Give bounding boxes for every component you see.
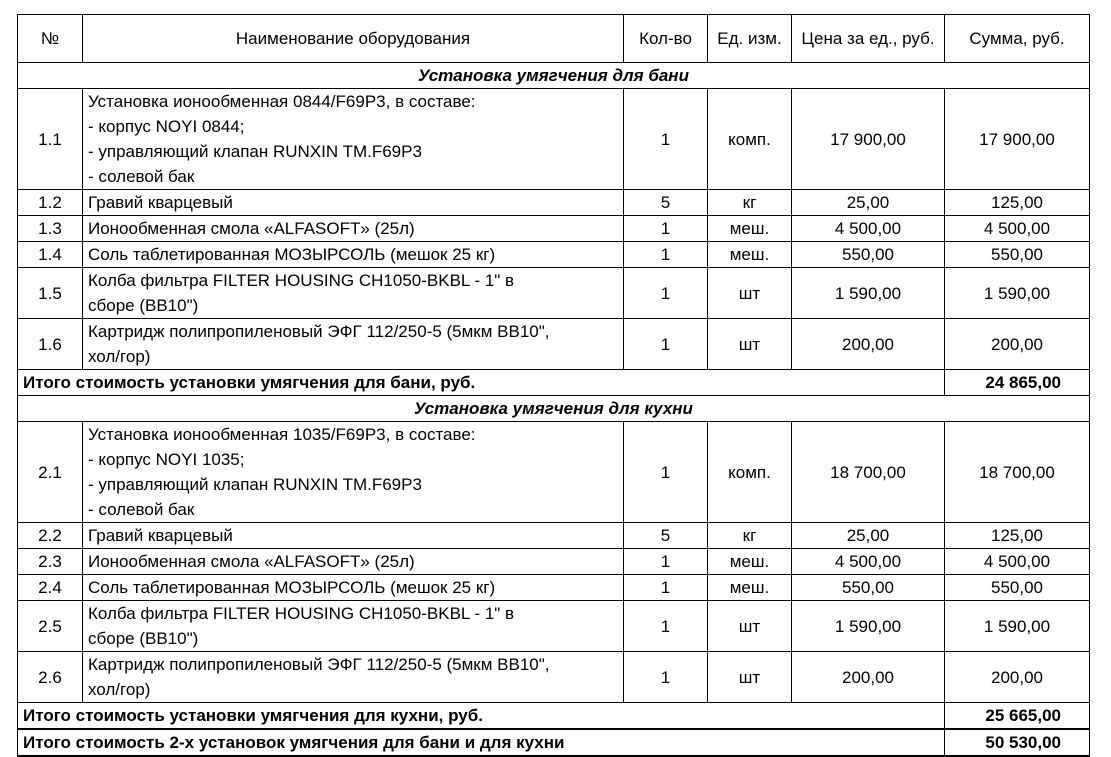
item-unit: меш. bbox=[708, 242, 792, 268]
item-price: 4 500,00 bbox=[792, 549, 945, 575]
item-price: 4 500,00 bbox=[792, 216, 945, 242]
section-title-row bbox=[18, 63, 1090, 89]
grand-total-value: 50 530,00 bbox=[945, 729, 1090, 756]
item-sum: 1 590,00 bbox=[945, 268, 1090, 319]
item-sum: 1 590,00 bbox=[945, 601, 1090, 652]
item-unit: комп. bbox=[708, 89, 792, 190]
header-num: № bbox=[18, 15, 83, 63]
item-sum: 550,00 bbox=[945, 242, 1090, 268]
grand-total-row bbox=[18, 729, 1090, 756]
item-qty: 5 bbox=[624, 190, 708, 216]
item-price: 200,00 bbox=[792, 319, 945, 370]
item-qty: 1 bbox=[624, 319, 708, 370]
item-qty: 1 bbox=[624, 575, 708, 601]
section-total-label: Итого стоимость установки умягчения для кухни, руб. bbox=[18, 703, 945, 730]
section-title: Установка умягчения для бани bbox=[18, 63, 1090, 89]
item-unit: шт bbox=[708, 319, 792, 370]
table-row bbox=[18, 652, 1090, 703]
table-row bbox=[18, 89, 1090, 190]
item-name: Ионообменная смола «ALFASOFT» (25л) bbox=[83, 216, 624, 242]
item-sum: 125,00 bbox=[945, 523, 1090, 549]
item-unit: меш. bbox=[708, 575, 792, 601]
row-number: 1.6 bbox=[18, 319, 83, 370]
section-total-value: 25 665,00 bbox=[945, 703, 1090, 730]
row-number: 1.1 bbox=[18, 89, 83, 190]
item-qty: 1 bbox=[624, 549, 708, 575]
item-sum: 550,00 bbox=[945, 575, 1090, 601]
item-name: Колба фильтра FILTER HOUSING CH1050-BKBL - 1" в сборе (BB10") bbox=[83, 601, 624, 652]
item-qty: 1 bbox=[624, 652, 708, 703]
item-qty: 1 bbox=[624, 89, 708, 190]
header-price: Цена за ед., руб. bbox=[792, 15, 945, 63]
row-number: 1.4 bbox=[18, 242, 83, 268]
equipment-table bbox=[17, 14, 1090, 757]
section-total-row bbox=[18, 703, 1090, 730]
item-unit: кг bbox=[708, 523, 792, 549]
item-name: Соль таблетированная МОЗЫРСОЛЬ (мешок 25 кг) bbox=[83, 242, 624, 268]
item-price: 25,00 bbox=[792, 190, 945, 216]
item-name: Гравий кварцевый bbox=[83, 190, 624, 216]
section-total-row bbox=[18, 370, 1090, 396]
table-row bbox=[18, 242, 1090, 268]
table-row bbox=[18, 216, 1090, 242]
item-unit: шт bbox=[708, 601, 792, 652]
table-row bbox=[18, 601, 1090, 652]
item-qty: 1 bbox=[624, 216, 708, 242]
item-qty: 1 bbox=[624, 242, 708, 268]
header-row bbox=[18, 15, 1090, 63]
item-unit: кг bbox=[708, 190, 792, 216]
item-price: 1 590,00 bbox=[792, 601, 945, 652]
section-total-label: Итого стоимость установки умягчения для бани, руб. bbox=[18, 370, 945, 396]
section-title-row bbox=[18, 396, 1090, 422]
row-number: 1.2 bbox=[18, 190, 83, 216]
item-sum: 4 500,00 bbox=[945, 216, 1090, 242]
row-number: 2.2 bbox=[18, 523, 83, 549]
item-name: Колба фильтра FILTER HOUSING CH1050-BKBL - 1" в сборе (BB10") bbox=[83, 268, 624, 319]
table-row bbox=[18, 523, 1090, 549]
row-number: 1.5 bbox=[18, 268, 83, 319]
item-unit: шт bbox=[708, 268, 792, 319]
item-unit: комп. bbox=[708, 422, 792, 523]
header-unit: Ед. изм. bbox=[708, 15, 792, 63]
item-price: 25,00 bbox=[792, 523, 945, 549]
table-body bbox=[18, 63, 1090, 757]
table-row bbox=[18, 422, 1090, 523]
item-sum: 4 500,00 bbox=[945, 549, 1090, 575]
item-name: Соль таблетированная МОЗЫРСОЛЬ (мешок 25 кг) bbox=[83, 575, 624, 601]
row-number: 2.1 bbox=[18, 422, 83, 523]
item-unit: меш. bbox=[708, 549, 792, 575]
item-price: 550,00 bbox=[792, 242, 945, 268]
item-price: 550,00 bbox=[792, 575, 945, 601]
item-name: Картридж полипропиленовый ЭФГ 112/250-5 (5мкм BB10", хол/гор) bbox=[83, 319, 624, 370]
table-row bbox=[18, 549, 1090, 575]
item-qty: 1 bbox=[624, 601, 708, 652]
table-row bbox=[18, 575, 1090, 601]
header-name: Наименование оборудования bbox=[83, 15, 624, 63]
item-name: Установка ионообменная 0844/F69P3, в составе: - корпус NOYI 0844; - управляющий клапан RUNXIN TM.F69P3 - солевой бак bbox=[83, 89, 624, 190]
section-total-value: 24 865,00 bbox=[945, 370, 1090, 396]
item-sum: 200,00 bbox=[945, 319, 1090, 370]
row-number: 2.5 bbox=[18, 601, 83, 652]
row-number: 2.4 bbox=[18, 575, 83, 601]
row-number: 2.3 bbox=[18, 549, 83, 575]
item-sum: 200,00 bbox=[945, 652, 1090, 703]
grand-total-label: Итого стоимость 2-х установок умягчения для бани и для кухни bbox=[18, 729, 945, 756]
row-number: 1.3 bbox=[18, 216, 83, 242]
item-sum: 125,00 bbox=[945, 190, 1090, 216]
item-price: 200,00 bbox=[792, 652, 945, 703]
item-price: 17 900,00 bbox=[792, 89, 945, 190]
header-sum: Сумма, руб. bbox=[945, 15, 1090, 63]
header-qty: Кол-во bbox=[624, 15, 708, 63]
section-title: Установка умягчения для кухни bbox=[18, 396, 1090, 422]
table-row bbox=[18, 190, 1090, 216]
item-name: Ионообменная смола «ALFASOFT» (25л) bbox=[83, 549, 624, 575]
item-qty: 1 bbox=[624, 422, 708, 523]
table-row bbox=[18, 268, 1090, 319]
item-sum: 17 900,00 bbox=[945, 89, 1090, 190]
item-qty: 1 bbox=[624, 268, 708, 319]
item-sum: 18 700,00 bbox=[945, 422, 1090, 523]
item-name: Картридж полипропиленовый ЭФГ 112/250-5 (5мкм BB10", хол/гор) bbox=[83, 652, 624, 703]
row-number: 2.6 bbox=[18, 652, 83, 703]
item-price: 1 590,00 bbox=[792, 268, 945, 319]
table-row bbox=[18, 319, 1090, 370]
item-unit: меш. bbox=[708, 216, 792, 242]
item-qty: 5 bbox=[624, 523, 708, 549]
item-name: Установка ионообменная 1035/F69P3, в составе: - корпус NOYI 1035; - управляющий клапан RUNXIN TM.F69P3 - солевой бак bbox=[83, 422, 624, 523]
item-name: Гравий кварцевый bbox=[83, 523, 624, 549]
item-unit: шт bbox=[708, 652, 792, 703]
item-price: 18 700,00 bbox=[792, 422, 945, 523]
